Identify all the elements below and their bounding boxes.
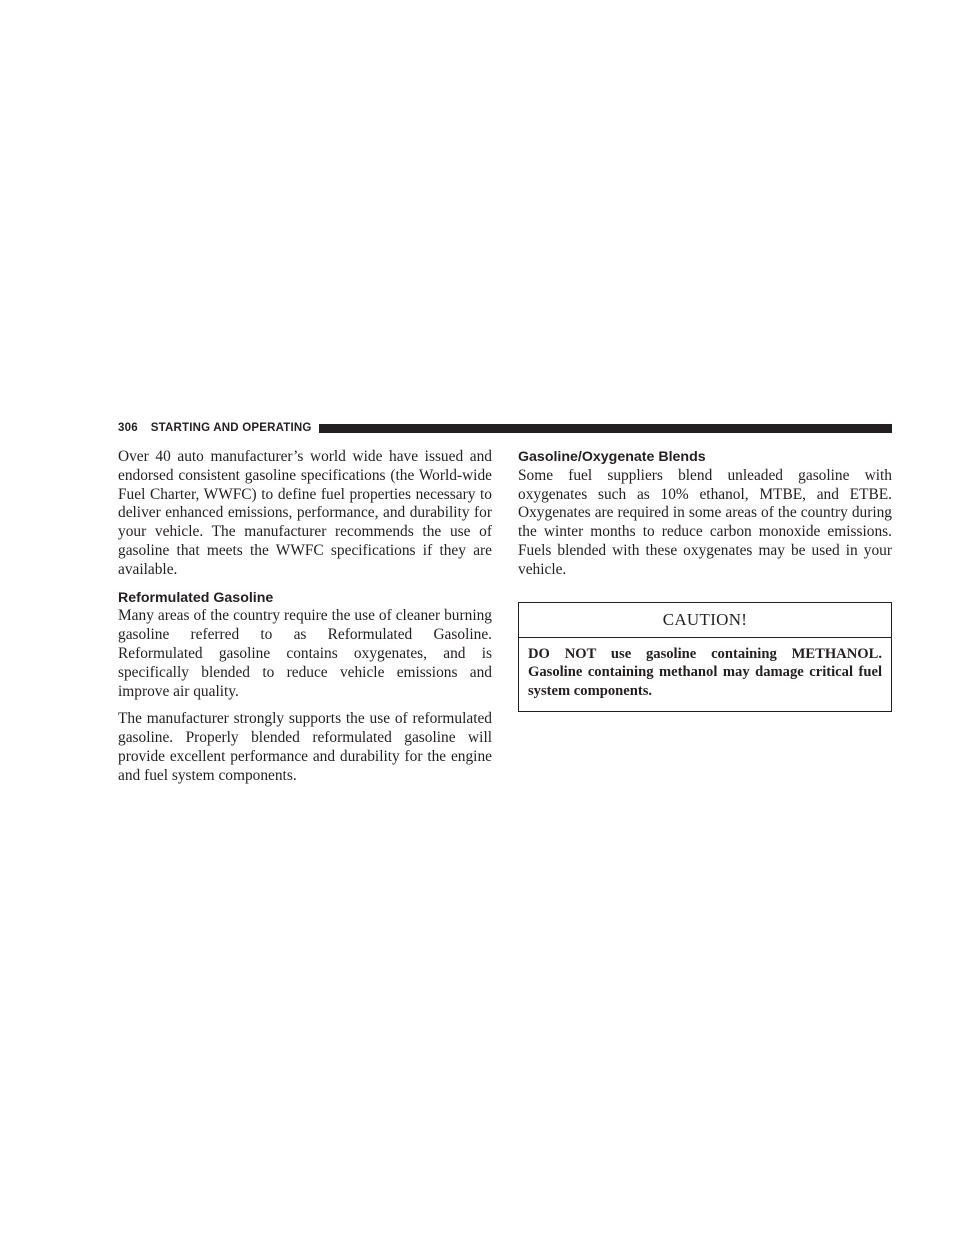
header-rule bbox=[319, 424, 892, 433]
page-header bbox=[118, 420, 892, 436]
caution-title: CAUTION! bbox=[519, 603, 891, 638]
section-title: STARTING AND OPERATING bbox=[150, 422, 312, 434]
reformulated-paragraph-2: The manufacturer strongly supports the use of reformulated gasoline. Properly blended reformulated gasoline will provide excellent performance and durability for the engine and fuel system components. bbox=[118, 710, 492, 784]
intro-paragraph: Over 40 auto manufacturer’s world wide have issued and endorsed consistent gasoline specifications (the World-wide Fuel Charter, WWFC) to define fuel properties necessary to deliver enhanced emissions, performance, and durability for your vehicle. The manufacturer recommends the use of gasoline that meets the WWFC specifications if they are available. bbox=[118, 448, 492, 578]
reformulated-gasoline-heading: Reformulated Gasoline bbox=[118, 589, 274, 606]
caution-body: DO NOT use gasoline containing METHANOL. Gasoline containing methanol may damage critical fuel system components. bbox=[528, 645, 882, 700]
caution-box bbox=[518, 602, 892, 712]
oxygenate-paragraph: Some fuel suppliers blend unleaded gasoline with oxygenates such as 10% ethanol, MTBE, and ETBE. Oxygenates are required in some areas of the country during the winter months to reduce carbon monoxide emissions. Fuels blended with these oxygenates may be used in your vehicle. bbox=[518, 466, 892, 578]
oxygenate-blends-heading: Gasoline/Oxygenate Blends bbox=[518, 449, 706, 465]
right-column bbox=[518, 448, 892, 712]
page-number: 306 bbox=[118, 422, 138, 434]
reformulated-paragraph-1: Many areas of the country require the use of cleaner burning gasoline referred to as Reformulated Gasoline. Reformulated gasoline contains oxygenates, and is specifically blended to reduce vehicle emissions and improve air quality. bbox=[118, 607, 492, 700]
left-column bbox=[118, 448, 492, 786]
